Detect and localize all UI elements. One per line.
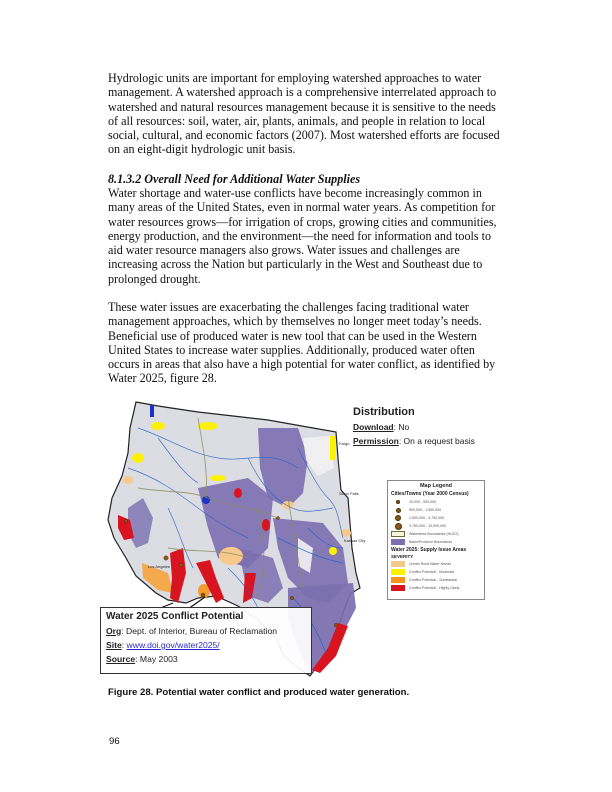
- legend-severity-row: Conflict Potential - Moderate: [391, 568, 481, 576]
- legend-city-row: 500,000 - 1,500,000: [391, 506, 481, 514]
- basin-swatch-icon: [391, 539, 405, 545]
- highly-likely-swatch-icon: [391, 585, 405, 591]
- paragraph-water-shortage: Water shortage and water-use conflicts have become increasingly common in many areas of the United States, even in normal water years. As competition for water resources grows—for irrigation of crops, growing cities and communities, energy production, and the environment—the need for information and tools to aid water resource managers also grows. Water issues and challenges are increasing across the Nation but particularly in the West and Southeast due to prolonged drought.: [108, 186, 497, 286]
- label-kansas-city: Kansas City: [344, 538, 366, 543]
- site-line: Site: www.doi.gov/water2025/: [106, 640, 220, 650]
- city-dot-icon: [395, 515, 401, 521]
- label-sioux-falls: Sioux Falls: [339, 491, 359, 496]
- legend-cities-heading: Cities/Towns (Year 2000 Census): [391, 491, 469, 497]
- legend-severity-row: Unmet Rural Water Needs: [391, 560, 481, 568]
- paragraph-hydrologic-units: Hydrologic units are important for employing watershed approaches to water management. A watershed approach is a comprehensive interrelated approach to watershed and natural resources management because it is sensitive to the needs of all resources: soil, water, air, plants, animals, and people in relation to local social, cultural, and economic factors (2007). Most watershed efforts are focused on an eight-digit hydrologic unit basis.: [108, 71, 500, 157]
- label-los-angeles: Los Angeles: [148, 564, 170, 569]
- page-number: 96: [109, 736, 120, 747]
- city-dot-icon: [396, 500, 400, 504]
- legend-supply-heading: Water 2025: Supply Issue Areas: [391, 547, 467, 553]
- label-fargo: Fargo: [339, 441, 350, 446]
- distribution-panel: [353, 406, 513, 450]
- legend-severity-row: Conflict Potential - Substantial: [391, 576, 481, 584]
- paragraph-water-issues: These water issues are exacerbating the challenges facing traditional water management approaches, which by themselves no longer meet today’s needs. Beneficial use of produced water is new tool that can be used in the Western United States to increase water supplies. Additionally, produced water often occurs in areas that also have a high potential for water conflict, as identified by Water 2025, figure 28.: [108, 300, 496, 386]
- substantial-swatch-icon: [391, 577, 405, 583]
- legend-severity-row: Conflict Potential - Highly Likely: [391, 584, 481, 592]
- legend-city-row: 10,000 - 500,000: [391, 498, 481, 506]
- legend-boundary-row: Basin/Province Boundaries: [391, 538, 481, 546]
- figure-28: [98, 398, 498, 680]
- infobox-title: Water 2025 Conflict Potential: [106, 611, 244, 622]
- map-legend: [387, 480, 485, 600]
- legend-city-row: 1,500,000 - 3,750,000: [391, 514, 481, 522]
- moderate-swatch-icon: [391, 569, 405, 575]
- watershed-swatch-icon: [391, 531, 405, 537]
- site-link[interactable]: www.doi.gov/water2025/: [126, 640, 220, 650]
- legend-city-row: 3,750,000 - 10,000,000: [391, 522, 481, 530]
- figure-caption: Figure 28. Potential water conflict and produced water generation.: [108, 687, 410, 698]
- city-dot-icon: [396, 508, 401, 513]
- city-dot-icon: [395, 523, 402, 530]
- water-2025-infobox: [100, 607, 312, 674]
- download-line: Download: No: [353, 422, 410, 432]
- source-line: Source: May 2003: [106, 654, 178, 664]
- permission-line: Permission: On a request basis: [353, 436, 475, 446]
- distribution-title: Distribution: [353, 406, 415, 418]
- rural-swatch-icon: [391, 561, 405, 567]
- legend-severity-heading: SEVERITY: [391, 554, 414, 559]
- legend-title: Map Legend: [419, 483, 453, 489]
- section-heading: 8.1.3.2 Overall Need for Additional Water Supplies: [108, 172, 361, 186]
- legend-boundary-row: Watershed Boundaries (HUC2): [391, 530, 481, 538]
- org-line: Org: Dept. of Interior, Bureau of Reclamation: [106, 626, 278, 636]
